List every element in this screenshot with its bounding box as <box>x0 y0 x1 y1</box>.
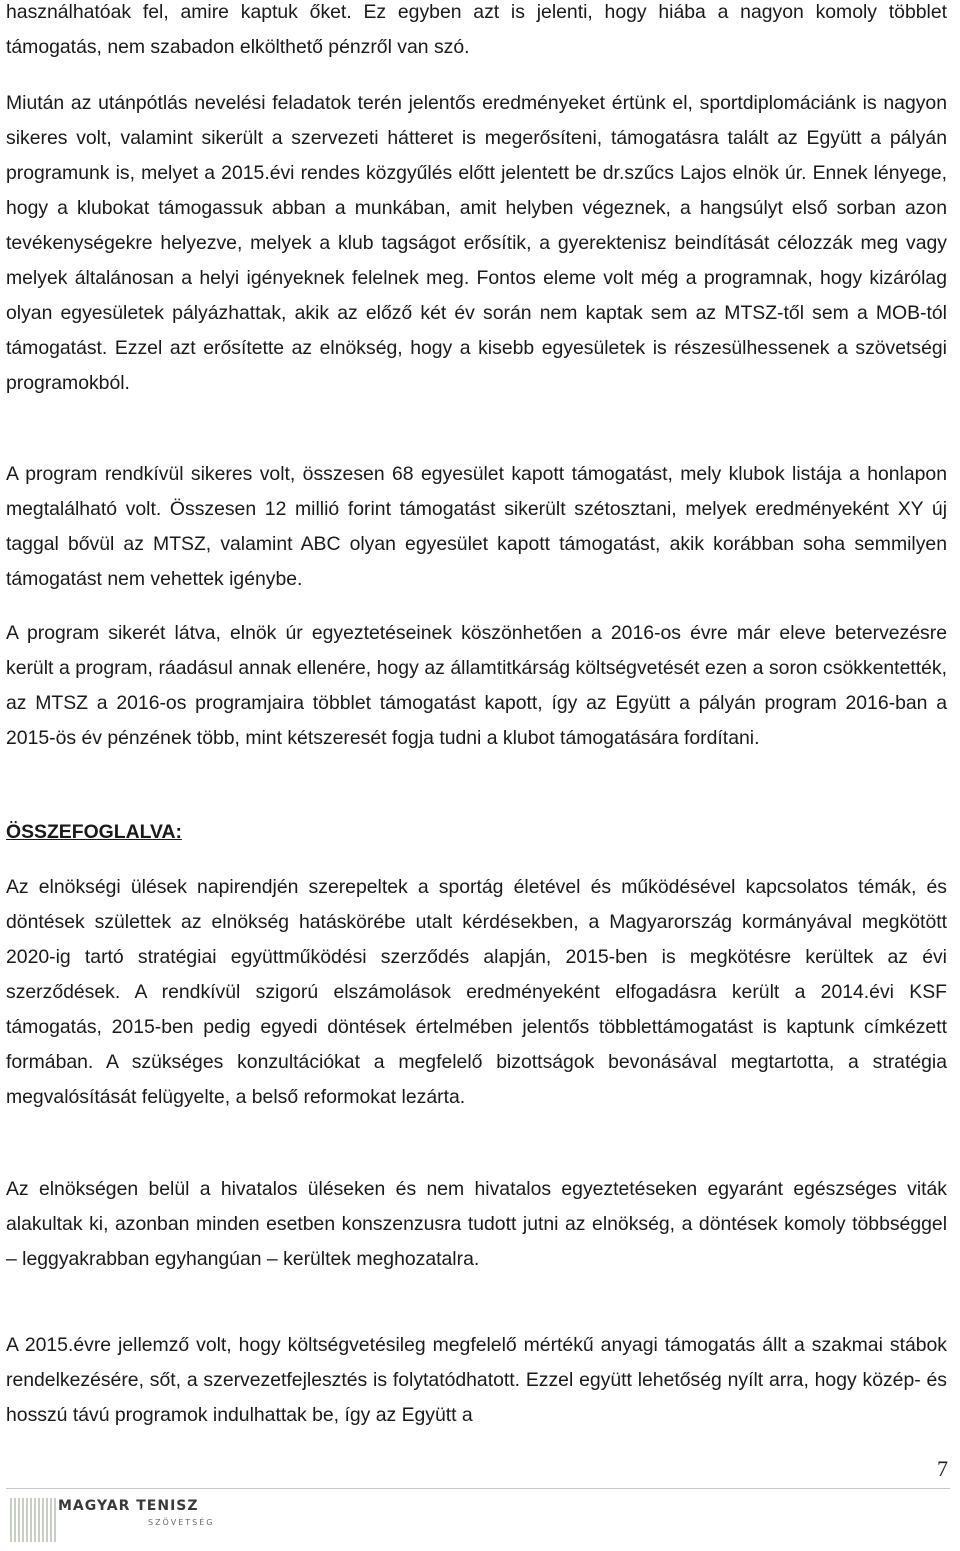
page-number: 7 <box>937 1456 948 1481</box>
paragraph-intro-continuation: használhatóak fel, amire kaptuk őket. Ez egyben azt is jelenti, hogy hiába a nagyon komoly többlet támogatás, nem szabadon elkölthető pénzről van szó. <box>6 1 947 58</box>
logo-subtitle: SZÖVETSÉG <box>148 1518 215 1527</box>
footer-divider <box>6 1488 950 1489</box>
magyar-tenisz-logo <box>10 1490 215 1546</box>
section-heading: ÖSSZEFOGLALVA: <box>6 821 182 843</box>
paragraph-summary-2015: A 2015.évre jellemző volt, hogy költségvetésileg megfelelő mértékű anyagi támogatás állt a szakmai stábok rendelkezésére, sőt, a szervezetfejlesztés is folytatódhatott. Ezzel együtt lehetőség nyílt arra, hogy közép- és hosszú távú programok indulhattak be, így az Együtt a <box>6 1334 947 1426</box>
paragraph-egyutt-a-palyan: Miután az utánpótlás nevelési feladatok terén jelentős eredményeket értünk el, sportdiplomáciánk is nagyon sikeres volt, valamint sikerült a szervezeti hátteret is megerősíteni, támogatásra talált az Együtt a pályán programunk is, melyet a 2015.évi rendes közgyűlés előtt jelentett be dr.szűcs Lajos elnök úr. Ennek lényege, hogy a klubokat támogassuk abban a munkában, amit helyben végeznek, a hangsúlyt első sorban azon tevékenységekre helyezve, melyek a klub tagságot erősítik, a gyerektenisz beindítását célozzák meg vagy melyek általánosan a helyi igényeknek felelnek meg. Fontos eleme volt még a programnak, hogy kizárólag olyan egyesületek pályázhattak, akik az előző két év során nem kaptak sem az MTSZ-től sem a MOB-tól támogatást. Ezzel azt erősítette az elnökség, hogy a kisebb egyesületek is részesülhessenek a szövetségi programokból. <box>6 92 947 394</box>
paragraph-program-success: A program rendkívül sikeres volt, összesen 68 egyesület kapott támogatást, mely klubok listája a honlapon megtalálható volt. Összesen 12 millió forint támogatást sikerült szétosztani, melyek eredményeként XY új taggal bővül az MTSZ, valamint ABC olyan egyesület kapott támogatást, akik korábban soha semmilyen támogatást nem vehettek igénybe. <box>6 463 947 590</box>
logo-title: MAGYAR TENISZ <box>58 1498 199 1514</box>
paragraph-program-2016: A program sikerét látva, elnök úr egyeztetéseinek köszönhetően a 2016-os évre már eleve betervezésre került a program, ráadásul annak ellenére, hogy az államtitkárság költségvetését ezen a soron csökkentették, az MTSZ a 2016-os programjaira többlet támogatást kapott, így az Együtt a pályán program 2016-ban a 2015-ös év pénzének több, mint kétszeresét fogja tudni a klubot támogatására fordítani. <box>6 622 947 749</box>
paragraph-summary-board: Az elnökségi ülések napirendjén szerepeltek a sportág életével és működésével kapcsolatos témák, és döntések születtek az elnökség hatáskörébe utalt kérdésekben, a Magyarország kormányával megkötött 2020-ig tartó stratégiai együttműködési szerződés alapján, 2015-ben is megkötésre kerültek az évi szerződések. A rendkívül szigorú elszámolások eredményeként elfogadásra került a 2014.évi KSF támogatás, 2015-ben pedig egyedi döntések értelmében jelentős többlettámogatást is kaptunk címkézett formában. A szükséges konzultációkat a megfelelő bizottságok bevonásával megtartotta, a stratégia megvalósítását felügyelte, a belső reformokat lezárta. <box>6 876 947 1108</box>
logo-mark-icon <box>10 1498 56 1542</box>
paragraph-summary-consensus: Az elnökségen belül a hivatalos üléseken és nem hivatalos egyeztetéseken egyaránt egészséges viták alakultak ki, azonban minden esetben konszenzusra tudott jutni az elnökség, a döntések komoly többséggel – leggyakrabban egyhangúan – kerültek meghozatalra. <box>6 1178 947 1270</box>
